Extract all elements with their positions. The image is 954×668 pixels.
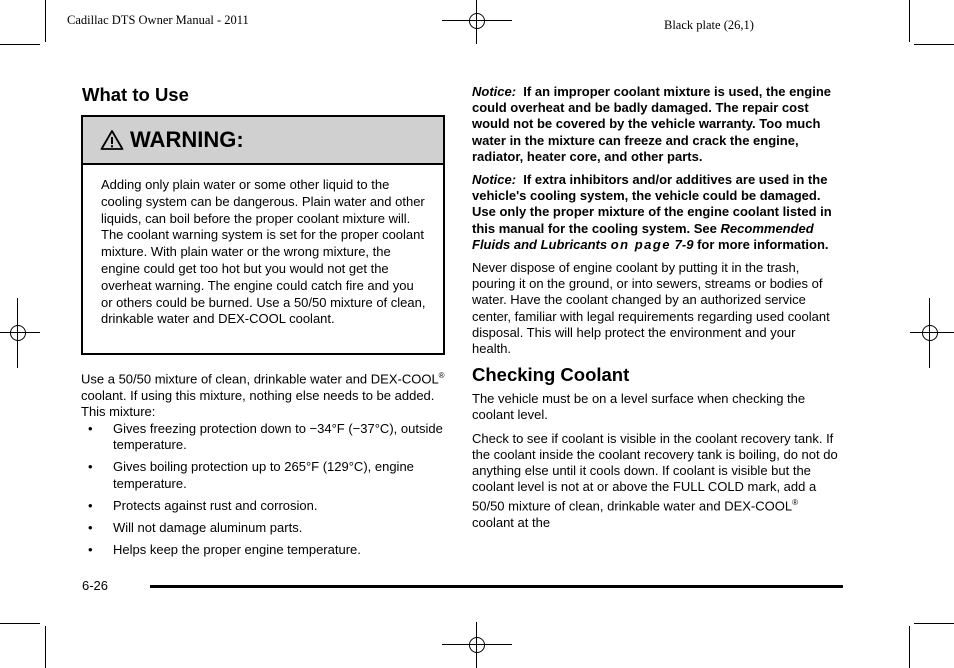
manual-title: Cadillac DTS Owner Manual - 2011 (67, 13, 249, 27)
list-item: • Helps keep the proper engine temperature. (88, 542, 361, 558)
crop-mark (45, 626, 46, 668)
registration-mark-top (462, 6, 492, 36)
right-column (472, 84, 838, 538)
plate-label: Black plate (26,1) (664, 18, 754, 32)
notice-improper-mixture: Notice: If an improper coolant mixture is used, the engine could overheat and be badly damaged. The repair cost would not be covered by the vehicle warranty. Too much water in the mixture can freeze and crack the engine, radiator, heater core, and other parts. (472, 84, 832, 164)
registration-mark-left (3, 318, 33, 348)
list-item: • Protects against rust and corrosion. (88, 497, 318, 513)
list-item: • Will not damage aluminum parts. (88, 520, 303, 536)
level-surface-paragraph: The vehicle must be on a level surface when checking the coolant level. (472, 391, 806, 423)
notice-inhibitors: Notice: If extra inhibitors and/or additives are used in the vehicle's cooling system, the vehicle could be damaged. Use only the proper mixture of the engine coolant listed in this manual for the cooling system. See Recommended Fluids and Lubricants on page 7-9 for more information. (472, 172, 832, 252)
crop-mark (909, 626, 910, 668)
coolant-check-paragraph: Check to see if coolant is visible in the coolant recovery tank. If the coolant inside the coolant recovery tank is boiling, do not do anything else until it cools down. If coolant is visible but the coolant level is not at or above the FULL COLD mark, add a 50/50 mixture of clean, drinkable water and DEX-COOL® coolant at the (472, 430, 838, 530)
mixture-intro: Use a 50/50 mixture of clean, drinkable water and DEX-COOL® coolant. If using this mixture, nothing else needs to be added. This mixture: (81, 371, 445, 419)
warning-text: Adding only plain water or some other liquid to the cooling system can be dangerous. Plain water and other liquids, can boil before the proper coolant mixture will. The coolant warning system is set for the proper coolant mixture. With plain water or the wrong mixture, the engine could get too hot but you would not get the overheat warning. The engine could catch fire and you or others could be burned. Use a 50/50 mixture of clean, drinkable water and DEX-COOL coolant. (101, 177, 426, 327)
section-heading-checking-coolant: Checking Coolant (472, 364, 630, 386)
crop-mark (0, 44, 40, 45)
section-heading-what-to-use: What to Use (82, 84, 189, 105)
warning-header (83, 117, 443, 165)
crop-mark (914, 623, 954, 624)
warning-box (81, 115, 445, 355)
crop-mark (909, 0, 910, 42)
disposal-paragraph: Never dispose of engine coolant by putting it in the trash, pouring it on the ground, or into sewers, streams or bodies of water. Have the coolant changed by an authorized service center, familiar with legal requirements regarding used coolant disposal. This will help protect the environment and your health. (472, 260, 830, 357)
registration-mark-bottom (462, 630, 492, 660)
warning-triangle-icon (100, 129, 124, 151)
page-number: 6-26 (82, 578, 109, 593)
footer-rule (150, 585, 843, 588)
crop-mark (45, 0, 46, 42)
list-item: • Gives boiling protection up to 265°F (129°C), engine temperature. (88, 459, 414, 491)
warning-title: WARNING: (130, 127, 244, 152)
fluids-reference-link[interactable]: Recommended Fluids and Lubricants on page 7-9 (472, 220, 814, 252)
crop-mark (914, 44, 954, 45)
crop-mark (0, 623, 40, 624)
mixture-benefits-list (81, 421, 446, 564)
list-item: • Gives freezing protection down to −34°F (−37°C), outside temperature. (88, 421, 443, 453)
registration-mark-right (915, 318, 945, 348)
